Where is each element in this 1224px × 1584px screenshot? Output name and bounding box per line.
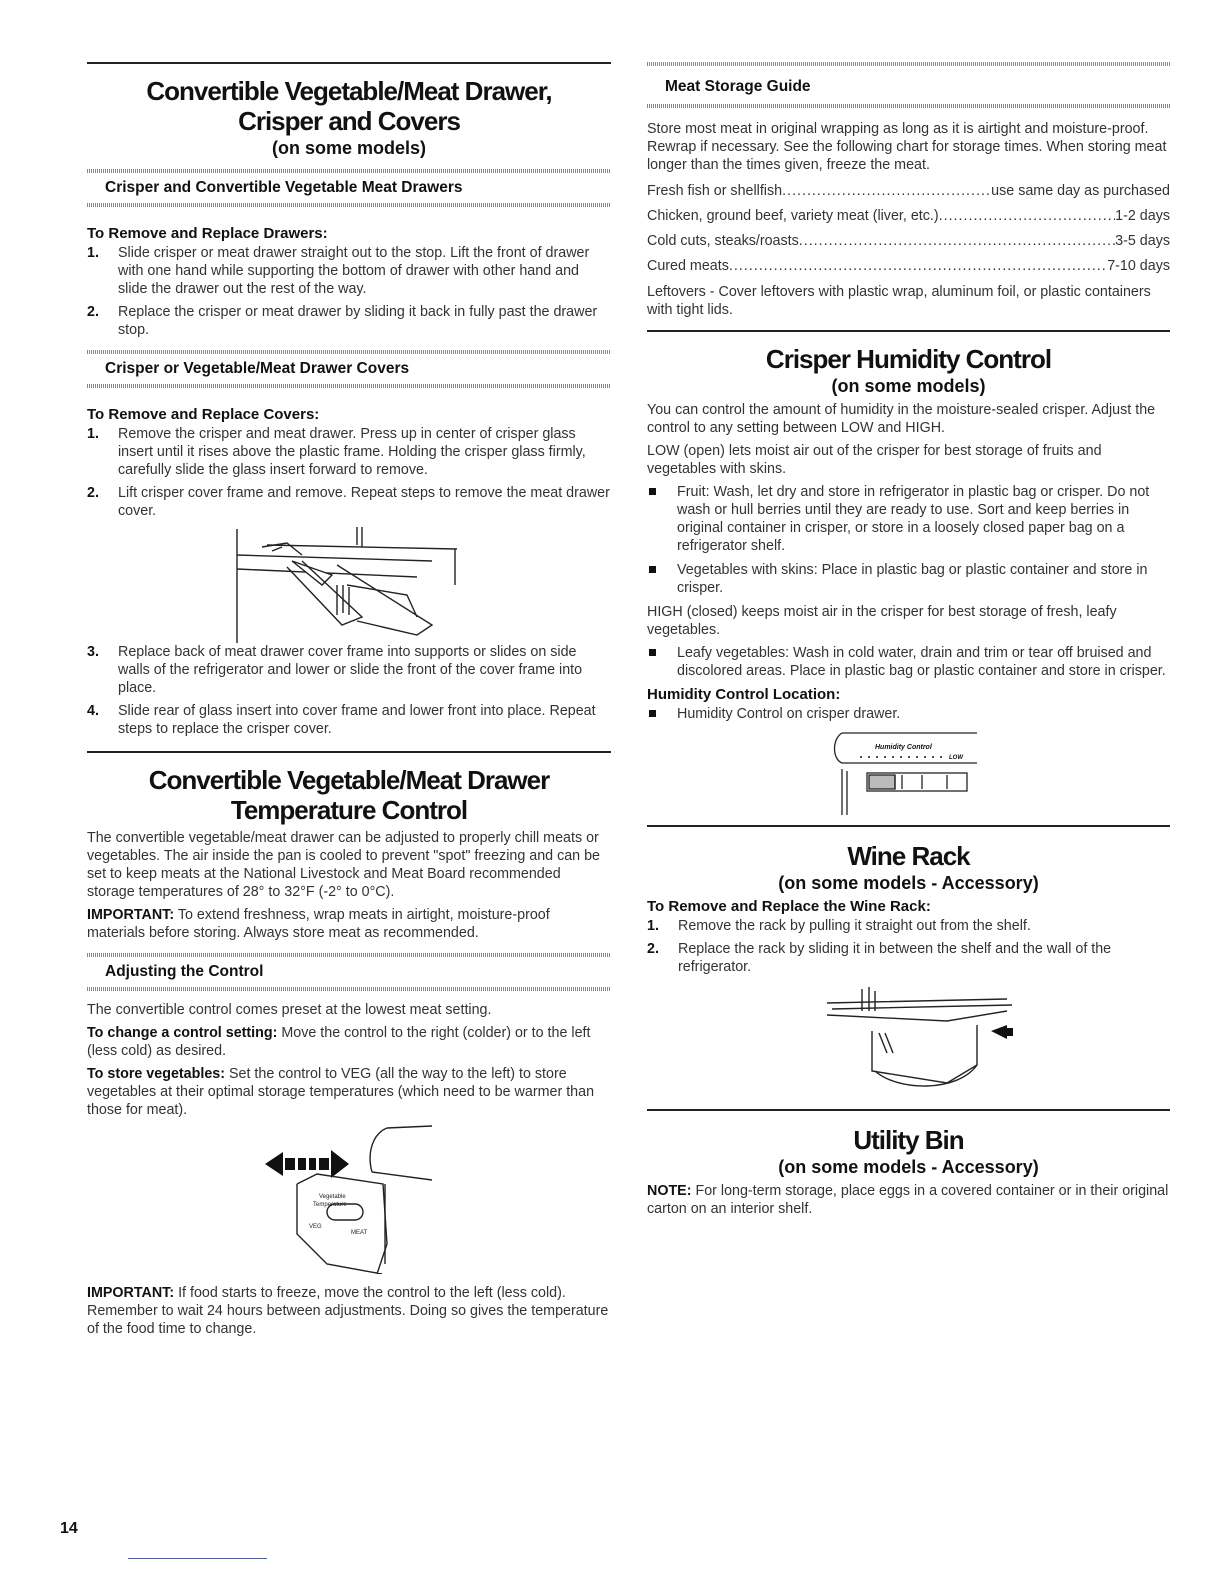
square-bullet-icon bbox=[649, 710, 656, 717]
step-number: 2. bbox=[87, 304, 99, 320]
list-item bbox=[647, 561, 1170, 597]
sub-heading: Humidity Control Location: bbox=[647, 686, 841, 703]
box-heading: Adjusting the Control bbox=[105, 963, 264, 980]
step-text: Replace back of meat drawer cover frame into supports or slides on side walls of the refrigerator and lower or slide the front of the cover frame into place. bbox=[118, 644, 583, 696]
dotted-divider bbox=[87, 350, 611, 354]
list-item bbox=[647, 483, 1170, 555]
step-number: 4. bbox=[87, 703, 99, 719]
steps-list bbox=[87, 643, 611, 738]
step-number: 1. bbox=[87, 426, 99, 442]
section-title-humidity: Crisper Humidity Control bbox=[765, 344, 1052, 374]
meat-item: Cured meats bbox=[647, 258, 729, 274]
veg-text: Set the control to VEG (all the way to the left) to store vegetables at their optimal storage temperatures (which need to be warmer than those for meat). bbox=[87, 1066, 595, 1118]
list-item bbox=[87, 643, 611, 697]
step-text: Replace the rack by sliding it in between the shelf and the wall of the refrigerator. bbox=[678, 941, 1112, 975]
control-drawing bbox=[87, 1124, 611, 1274]
leader-dots bbox=[799, 229, 1115, 254]
svg-text:MEAT: MEAT bbox=[351, 1230, 368, 1236]
step-text: Remove the rack by pulling it straight out from the shelf. bbox=[678, 918, 1031, 934]
section-title-utility: Utility Bin bbox=[853, 1125, 964, 1155]
section-title-temperature bbox=[87, 765, 611, 825]
humidity-figure-label: Humidity Control bbox=[875, 744, 932, 751]
box-heading: Meat Storage Guide bbox=[665, 78, 811, 95]
dotted-divider bbox=[87, 384, 611, 388]
wine-rack-drawing bbox=[647, 981, 1170, 1101]
wine-rack-illustration bbox=[647, 981, 1170, 1101]
step-number: 2. bbox=[87, 485, 99, 501]
humidity-p2: LOW (open) lets moist air out of the crisper for best storage of fruits and vegetables with skins. bbox=[647, 443, 1102, 477]
note-text: For long-term storage, place eggs in a covered container or in their original carton on an interior shelf. bbox=[647, 1183, 1169, 1217]
bullet-list bbox=[647, 644, 1170, 680]
change-label: To change a control setting: bbox=[87, 1025, 278, 1041]
step-text: Replace the crisper or meat drawer by sliding it back in fully past the drawer stop. bbox=[118, 304, 598, 338]
step-number: 3. bbox=[87, 644, 99, 660]
section-subtitle: (on some models) bbox=[831, 376, 986, 396]
temperature-control-illustration bbox=[87, 1124, 611, 1274]
leader-dots bbox=[729, 254, 1107, 279]
list-item bbox=[87, 303, 611, 339]
page-number: 14 bbox=[60, 1520, 78, 1537]
steps-list bbox=[87, 244, 611, 339]
important-text: If food starts to freeze, move the control to the left (less cold). Remember to wait 24 hours between adjustments. Doing so gives the temperature of the food time to change. bbox=[87, 1285, 609, 1337]
note-paragraph bbox=[647, 1182, 1170, 1218]
list-item bbox=[647, 917, 1170, 935]
important-label: IMPORTANT: bbox=[87, 907, 175, 923]
section-subtitle: (on some models - Accessory) bbox=[778, 873, 1039, 893]
bullet-text: Humidity Control on crisper drawer. bbox=[677, 706, 901, 722]
leader-dots bbox=[939, 204, 1116, 229]
title-line: Temperature Control bbox=[230, 795, 468, 825]
section-subtitle: (on some models) bbox=[271, 138, 427, 158]
meat-item: Cold cuts, steaks/roasts bbox=[647, 233, 799, 249]
step-text: Slide crisper or meat drawer straight out to the stop. Lift the front of drawer with one hand while supporting the bottom of drawer with other hand and slide the drawer out the rest of the way. bbox=[118, 245, 590, 297]
meat-item: Chicken, ground beef, variety meat (liver, etc.) bbox=[647, 208, 939, 224]
drawer-cover-drawing bbox=[87, 525, 611, 643]
link-underline bbox=[128, 1558, 267, 1559]
square-bullet-icon bbox=[649, 488, 656, 495]
leader-dots bbox=[782, 179, 991, 204]
step-number: 1. bbox=[647, 918, 659, 934]
list-item bbox=[647, 705, 1170, 723]
meat-item: Fresh fish or shellfish bbox=[647, 183, 783, 199]
dotted-divider bbox=[87, 169, 611, 173]
step-text: Lift crisper cover frame and remove. Repeat steps to remove the meat drawer cover. bbox=[118, 485, 610, 519]
dotted-divider bbox=[87, 953, 611, 957]
table-row bbox=[647, 254, 1170, 279]
veg-label: To store vegetables: bbox=[87, 1066, 225, 1082]
section-title-wine: Wine Rack bbox=[847, 841, 970, 871]
svg-text:VEG: VEG bbox=[309, 1224, 322, 1230]
intro-paragraph: The convertible vegetable/meat drawer can be adjusted to properly chill meats or vegetables. The air inside the pan is cooled to prevent "spot" freezing and can be set to keep meats at the National Livestock and Meat Board recommended storage temperatures of 28° to 32°F (-2° to 0°C). bbox=[87, 830, 600, 900]
table-row bbox=[647, 179, 1170, 204]
humidity-figure-low: LOW bbox=[949, 755, 963, 761]
important2-paragraph bbox=[87, 1284, 611, 1338]
title-line: Crisper and Covers bbox=[238, 106, 460, 136]
vegetables-paragraph bbox=[87, 1065, 611, 1119]
leftovers-paragraph: Leftovers - Cover leftovers with plastic wrap, aluminum foil, or plastic containers with tight lids. bbox=[647, 284, 1151, 318]
important-text: To extend freshness, wrap meats in airtight, moisture-proof materials before storing. Always store meat as recommended. bbox=[87, 907, 550, 941]
left-column bbox=[87, 62, 611, 1343]
bullet-text: Vegetables with skins: Place in plastic bag or plastic container and store in crisper. bbox=[677, 562, 1148, 596]
list-item bbox=[647, 644, 1170, 680]
list-item bbox=[647, 940, 1170, 976]
list-item bbox=[87, 702, 611, 738]
list-item bbox=[87, 244, 611, 298]
svg-text:Vegetable: Vegetable bbox=[319, 1194, 346, 1200]
humidity-p1: You can control the amount of humidity in the moisture-sealed crisper. Adjust the control to any setting between LOW and HIGH. bbox=[647, 402, 1156, 436]
arrow-icon bbox=[991, 1025, 1007, 1039]
section-subtitle: (on some models - Accessory) bbox=[778, 1157, 1039, 1177]
storage-time: use same day as purchased bbox=[991, 183, 1170, 199]
bullet-text: Fruit: Wash, let dry and store in refrigerator in plastic bag or crisper. Do not wash or hull berries until they are ready to use. Sort and keep berries in original container in crisper, or store in a loosely closed paper bag on a refrigerator shelf. bbox=[677, 484, 1150, 554]
meat-intro: Store most meat in original wrapping as long as it is airtight and moisture-proof. Rewrap if necessary. See the following chart for storage times. When storing meat longer than the times given, freeze the meat. bbox=[647, 121, 1167, 173]
humidity-control-illustration bbox=[647, 729, 1170, 817]
list-item bbox=[87, 425, 611, 479]
box-heading: Crisper or Vegetable/Meat Drawer Covers bbox=[105, 360, 410, 377]
table-row bbox=[647, 229, 1170, 254]
storage-time: 3-5 days bbox=[1115, 233, 1170, 249]
drawer-cover-illustration bbox=[87, 525, 611, 643]
steps-list bbox=[87, 425, 611, 520]
square-bullet-icon bbox=[649, 649, 656, 656]
step-text: Remove the crisper and meat drawer. Press up in center of crisper glass insert until it rises above the plastic frame. Holding the crisper glass firmly, carefully slide the glass insert forward to remove. bbox=[118, 426, 586, 478]
bullet-list bbox=[647, 705, 1170, 723]
important-label: IMPORTANT: bbox=[87, 1285, 175, 1301]
section-title-drawer bbox=[87, 76, 611, 136]
sub-heading: To Remove and Replace Covers: bbox=[87, 406, 320, 423]
note-label: NOTE: bbox=[647, 1183, 692, 1199]
dotted-divider bbox=[647, 62, 1170, 66]
bullet-text: Leafy vegetables: Wash in cold water, drain and trim or tear off bruised and discolored areas. Place in plastic bag or plastic container and store in crisper. bbox=[677, 645, 1166, 679]
steps-list bbox=[647, 917, 1170, 976]
sub-heading: To Remove and Replace the Wine Rack: bbox=[647, 898, 931, 915]
preset-paragraph: The convertible control comes preset at the lowest meat setting. bbox=[87, 1002, 492, 1018]
humidity-p3: HIGH (closed) keeps moist air in the crisper for best storage of fresh, leafy vegetables. bbox=[647, 604, 1117, 638]
box-heading: Crisper and Convertible Vegetable Meat Drawers bbox=[105, 179, 463, 196]
dotted-divider bbox=[87, 987, 611, 991]
meat-storage-table bbox=[647, 179, 1170, 279]
storage-time: 7-10 days bbox=[1107, 258, 1170, 274]
arrow-icon bbox=[265, 1150, 349, 1178]
right-column bbox=[647, 62, 1170, 1223]
list-item bbox=[87, 484, 611, 520]
title-line: Convertible Vegetable/Meat Drawer bbox=[148, 765, 550, 795]
dotted-divider bbox=[647, 104, 1170, 108]
title-line: Convertible Vegetable/Meat Drawer, bbox=[146, 76, 552, 106]
important-paragraph bbox=[87, 906, 611, 942]
square-bullet-icon bbox=[649, 566, 656, 573]
step-text: Slide rear of glass insert into cover frame and lower front into place. Repeat steps to replace the crisper cover. bbox=[118, 703, 596, 737]
svg-text:Temperature: Temperature bbox=[313, 1202, 347, 1208]
step-number: 2. bbox=[647, 941, 659, 957]
change-text: Move the control to the right (colder) or to the left (less cold) as desired. bbox=[87, 1025, 591, 1059]
humidity-drawing bbox=[647, 729, 1170, 817]
step-number: 1. bbox=[87, 245, 99, 261]
table-row bbox=[647, 204, 1170, 229]
bullet-list bbox=[647, 483, 1170, 597]
sub-heading: To Remove and Replace Drawers: bbox=[87, 225, 328, 242]
change-paragraph bbox=[87, 1024, 611, 1060]
dotted-divider bbox=[87, 203, 611, 207]
storage-time: 1-2 days bbox=[1115, 208, 1170, 224]
